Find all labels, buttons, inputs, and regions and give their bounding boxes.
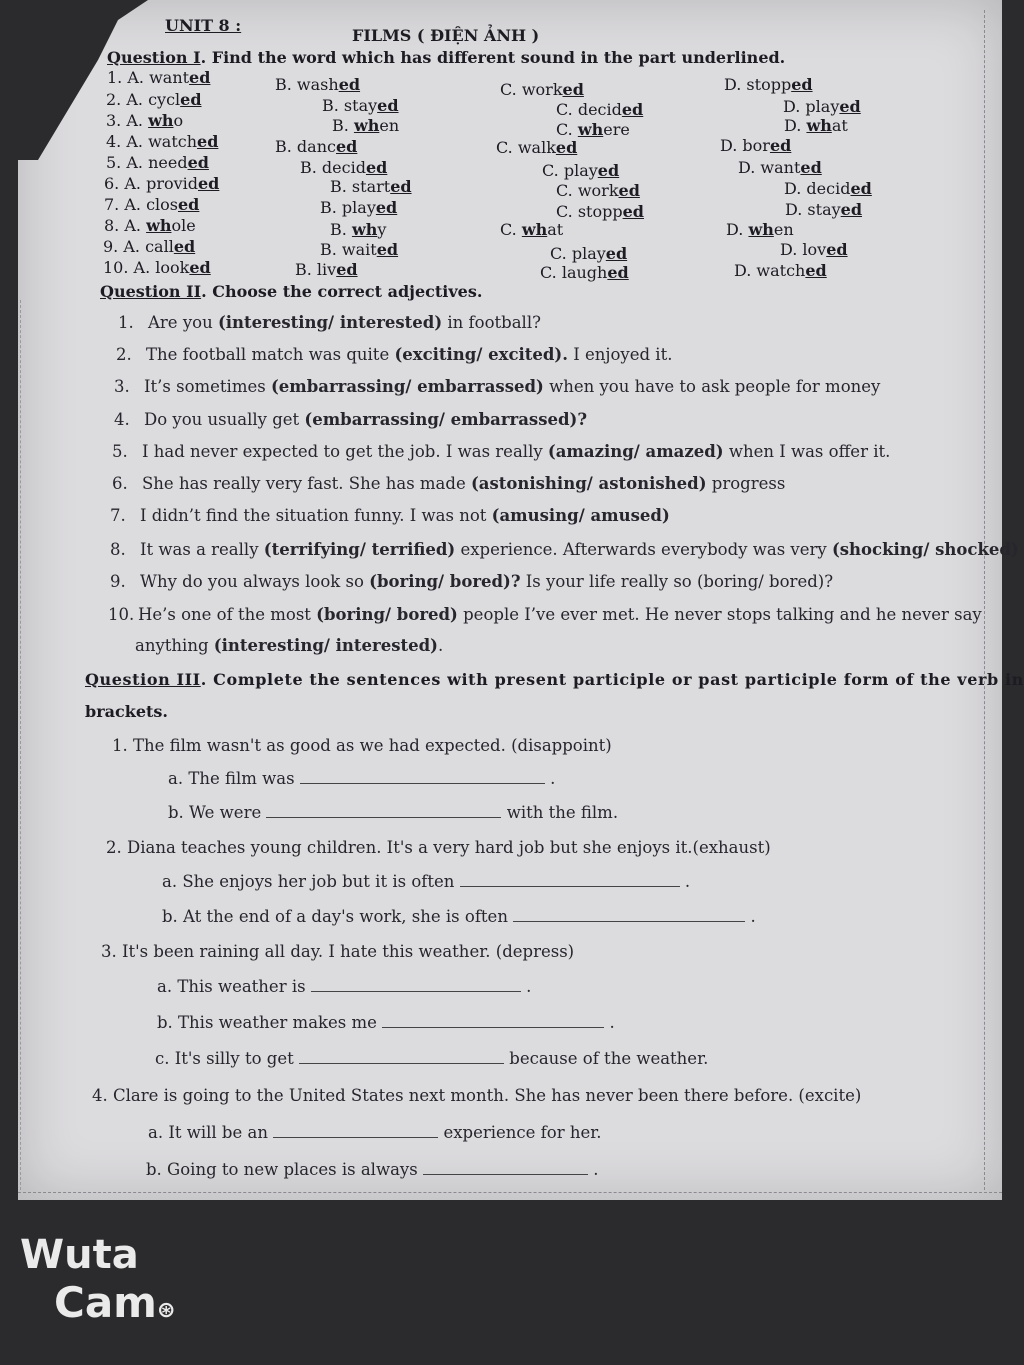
q2-item: 10. He’s one of the most (boring/ bored) people I’ve ever met. He never stops talking and he never say: [108, 605, 982, 624]
q1-option[interactable]: C. walked: [496, 138, 578, 157]
watermark-line-2: Cam⊛: [54, 1278, 176, 1327]
q1-option[interactable]: B. why: [330, 220, 387, 239]
answer-blank[interactable]: [300, 769, 545, 784]
adjective-choice[interactable]: (amusing/ amused): [491, 506, 670, 525]
q1-option[interactable]: C. played: [542, 161, 620, 180]
q1-option[interactable]: C. worked: [556, 181, 640, 200]
q2-item-10-continued: anything (interesting/ interested).: [135, 636, 444, 655]
q1-option[interactable]: C. laughed: [540, 263, 629, 282]
answer-blank[interactable]: [299, 1049, 504, 1064]
q1-option[interactable]: C. played: [550, 244, 628, 263]
underlined-part: ed: [850, 179, 872, 198]
q3-2b: b. At the end of a day's work, she is often .: [162, 907, 756, 926]
underlined-part: ed: [198, 174, 220, 193]
underlined-part: ed: [805, 261, 827, 280]
q1-option[interactable]: 4. A. watched: [106, 132, 219, 151]
underlined-part: ed: [187, 153, 209, 172]
q3-sentence-4: 4. Clare is going to the United States next month. She has never been there before. (excite): [92, 1086, 862, 1105]
dashed-border-bottom: [18, 1192, 1002, 1193]
q1-option[interactable]: B. danced: [275, 137, 358, 156]
q3-heading: Question III. Complete the sentences with present participle or past participle form of the verb in: [85, 670, 1024, 689]
q2-item: 6. She has really very fast. She has made (astonishing/ astonished) progress: [112, 474, 786, 493]
underlined-part: ed: [335, 137, 358, 156]
adjective-choice[interactable]: (amazing/ amazed): [547, 442, 724, 461]
underlined-part: wh: [353, 116, 380, 135]
underlined-part: ed: [621, 100, 644, 119]
underlined-part: wh: [148, 111, 174, 130]
q1-option[interactable]: 6. A. provided: [104, 174, 220, 193]
q1-option[interactable]: D. stopped: [724, 75, 813, 94]
adjective-choice[interactable]: (astonishing/ astonished): [470, 474, 707, 493]
dashed-border-right: [984, 10, 985, 1190]
q3-3a: a. This weather is .: [157, 977, 532, 996]
page-title: FILMS ( ĐIỆN ẢNH ): [352, 26, 540, 45]
underlined-part: ed: [173, 237, 196, 256]
adjective-choice[interactable]: (embarrassing/ embarrassed): [270, 377, 544, 396]
answer-blank[interactable]: [266, 803, 501, 818]
adjective-choice[interactable]: (interesting/ interested): [217, 313, 443, 332]
underlined-part: ed: [555, 138, 578, 157]
q1-option[interactable]: D. watched: [734, 261, 827, 280]
q1-option[interactable]: D. bored: [720, 136, 792, 155]
underlined-part: ed: [597, 161, 620, 180]
underlined-part: ed: [189, 68, 211, 87]
q3-3b: b. This weather makes me .: [157, 1013, 615, 1032]
underlined-part: wh: [146, 216, 172, 235]
q3-2a: a. She enjoys her job but it is often .: [162, 872, 691, 891]
underlined-part: ed: [800, 158, 822, 177]
q1-option[interactable]: B. stayed: [322, 96, 399, 115]
underlined-part: ed: [605, 244, 628, 263]
q2-item: 3. It’s sometimes (embarrassing/ embarrassed) when you have to ask people for money: [114, 377, 881, 396]
q1-option[interactable]: 8. A. whole: [104, 216, 196, 235]
underlined-part: ed: [840, 200, 863, 219]
q1-option[interactable]: B. when: [332, 116, 400, 135]
answer-blank[interactable]: [423, 1160, 588, 1175]
q3-4a: a. It will be an experience for her.: [148, 1123, 602, 1142]
answer-blank[interactable]: [273, 1123, 438, 1138]
underlined-part: wh: [521, 220, 548, 239]
q1-option[interactable]: D. loved: [780, 240, 848, 259]
answer-blank[interactable]: [382, 1013, 604, 1028]
q2-item: 8. It was a really (terrifying/ terrified) experience. Afterwards everybody was very (shocking/ shocked): [110, 540, 1019, 559]
answer-blank[interactable]: [460, 872, 680, 887]
unit-label: UNIT 8 :: [165, 16, 242, 35]
underlined-part: ed: [189, 258, 211, 277]
q3-4b: b. Going to new places is always .: [146, 1160, 599, 1179]
underlined-part: wh: [577, 120, 604, 139]
q1-option[interactable]: B. started: [330, 177, 412, 196]
underlined-part: wh: [748, 220, 774, 239]
q1-option[interactable]: D. what: [784, 116, 848, 135]
q3-sentence-2: 2. Diana teaches young children. It's a very hard job but she enjoys it.(exhaust): [106, 838, 771, 857]
q1-option[interactable]: 5. A. needed: [106, 153, 209, 172]
q1-option[interactable]: 10. A. looked: [103, 258, 211, 277]
q1-option[interactable]: 9. A. called: [103, 237, 196, 256]
q1-option[interactable]: C. worked: [500, 80, 584, 99]
underlined-part: ed: [618, 181, 640, 200]
adjective-choice[interactable]: (boring/ bored)?: [369, 572, 521, 591]
underlined-part: ed: [376, 240, 399, 259]
underlined-part: ed: [336, 260, 358, 279]
underlined-part: ed: [338, 75, 361, 94]
q3-sentence-3: 3. It's been raining all day. I hate this weather. (depress): [101, 942, 575, 961]
underlined-part: wh: [351, 220, 378, 239]
adjective-choice[interactable]: (boring/ bored): [316, 605, 458, 624]
camera-icon: ⊛: [156, 1298, 176, 1323]
underlined-part: ed: [178, 195, 200, 214]
underlined-part: ed: [839, 97, 861, 116]
underlined-part: ed: [377, 96, 399, 115]
q1-option[interactable]: B. decided: [300, 158, 388, 177]
q1-option[interactable]: D. when: [726, 220, 794, 239]
q1-option[interactable]: C. what: [500, 220, 564, 239]
q1-option[interactable]: C. where: [556, 120, 630, 139]
q2-item: 5. I had never expected to get the job. I was really (amazing/ amazed) when I was offer it.: [112, 442, 891, 461]
q1-heading: Question I. Find the word which has different sound in the part underlined.: [107, 48, 786, 67]
q1-option[interactable]: D. wanted: [738, 158, 822, 177]
q2-item: 1. Are you (interesting/ interested) in football?: [118, 313, 541, 332]
watermark-line-1: Wuta: [20, 1232, 139, 1278]
q1-option[interactable]: 1. A. wanted: [107, 68, 211, 87]
q2-item: 4. Do you usually get (embarrassing/ embarrassed)?: [114, 410, 587, 429]
underlined-part: ed: [365, 158, 388, 177]
underlined-part: ed: [826, 240, 848, 259]
q2-item: 2. The football match was quite (exciting/ excited). I enjoyed it.: [116, 345, 673, 364]
underlined-part: ed: [375, 198, 398, 217]
underlined-part: ed: [390, 177, 412, 196]
underlined-part: ed: [180, 90, 202, 109]
q1-option[interactable]: D. played: [783, 97, 861, 116]
q3-sentence-1: 1. The film wasn't as good as we had expected. (disappoint): [112, 736, 612, 755]
q2-item: 7. I didn’t find the situation funny. I was not (amusing/ amused): [110, 506, 670, 525]
q1-option[interactable]: C. decided: [556, 100, 644, 119]
adjective-choice[interactable]: (terrifying/ terrified): [263, 540, 456, 559]
q3-1b: b. We were with the film.: [168, 803, 619, 822]
answer-blank[interactable]: [513, 907, 745, 922]
q1-option[interactable]: 3. A. who: [106, 111, 184, 130]
underlined-part: ed: [791, 75, 813, 94]
q3-1a: a. The film was .: [168, 769, 556, 788]
answer-blank[interactable]: [311, 977, 521, 992]
underlined-part: wh: [806, 116, 832, 135]
q1-option[interactable]: B. played: [320, 198, 398, 217]
q1-option[interactable]: 2. A. cycled: [106, 90, 202, 109]
q1-option[interactable]: B. waited: [320, 240, 399, 259]
underlined-part: ed: [607, 263, 629, 282]
adjective-choice[interactable]: (exciting/ excited).: [394, 345, 568, 364]
q1-option[interactable]: D. decided: [784, 179, 872, 198]
q3-3c: c. It's silly to get because of the weather.: [155, 1049, 709, 1068]
q3-heading-cont: brackets.: [85, 702, 168, 721]
underlined-part: ed: [769, 136, 792, 155]
q1-option[interactable]: D. stayed: [785, 200, 863, 219]
underlined-part: ed: [562, 80, 584, 99]
adjective-choice[interactable]: (shocking/ shocked): [831, 540, 1019, 559]
underlined-part: ed: [622, 202, 644, 221]
q1-option[interactable]: C. stopped: [556, 202, 644, 221]
q1-option[interactable]: B. lived: [295, 260, 358, 279]
adjective-choice[interactable]: (embarrassing/ embarrassed)?: [304, 410, 587, 429]
q2-item: 9. Why do you always look so (boring/ bored)? Is your life really so (boring/ bored)?: [110, 572, 834, 591]
underlined-part: ed: [197, 132, 219, 151]
q2-heading: Question II. Choose the correct adjectives.: [100, 282, 483, 301]
q1-option[interactable]: 7. A. closed: [104, 195, 200, 214]
dashed-border-left: [20, 300, 21, 1190]
q1-option[interactable]: B. washed: [275, 75, 361, 94]
